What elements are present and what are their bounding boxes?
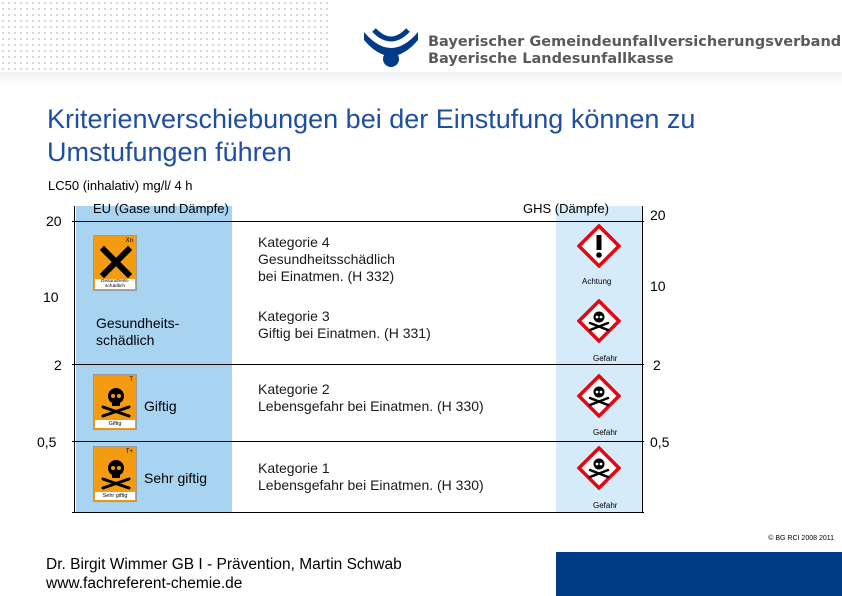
skull-crossbones-icon: [577, 299, 621, 343]
skull-crossbones-icon: [98, 383, 134, 419]
chart-subtitle: LC50 (inhalativ) mg/l/ 4 h: [48, 178, 193, 193]
threshold-line-2: [72, 364, 644, 365]
t-hazard-symbol: [93, 374, 137, 430]
right-axis: [642, 206, 643, 512]
copyright-note: © BG RCI 2008 2011: [768, 535, 834, 542]
left-tick-2: 2: [54, 357, 62, 373]
header-fade: [0, 72, 842, 86]
category-4-text: Gesundheitsschädlich bei Einatmen. (H 332): [258, 251, 395, 284]
eu-column-header: EU (Gase und Dämpfe): [93, 201, 229, 216]
xn-caption: Gesundheits- schädlich: [95, 279, 135, 289]
footer-website-link[interactable]: www.fachreferent-chemie.de: [46, 575, 243, 592]
category-2-text: Lebensgefahr bei Einatmen. (H 330): [258, 398, 484, 414]
slide-title: Kriterienverschiebungen bei der Einstufung können zu Umstufungen führen: [47, 104, 696, 167]
exclamation-mark-icon: [577, 224, 621, 268]
category-2-signal: Gefahr: [593, 428, 618, 437]
cross-icon: [98, 244, 134, 280]
category-3-name: Kategorie 3: [258, 308, 330, 324]
tplus-code: T+: [125, 449, 133, 455]
tplus-caption: Sehr giftig: [95, 492, 135, 500]
axis-bottom-line: [72, 512, 644, 513]
right-tick-10: 10: [650, 278, 666, 294]
category-4-name: Kategorie 4: [258, 234, 330, 250]
category-3-text: Giftig bei Einatmen. (H 331): [258, 325, 431, 341]
left-tick-10: 10: [43, 289, 59, 305]
footer-authors: Dr. Birgit Wimmer GB I - Prävention, Martin Schwab: [46, 556, 402, 573]
category-4-signal: Achtung: [582, 277, 612, 286]
category-2-name: Kategorie 2: [258, 381, 330, 397]
t-caption: Giftig: [95, 420, 135, 428]
organization-logo-icon: [362, 26, 420, 72]
category-1-text: Lebensgefahr bei Einatmen. (H 330): [258, 477, 484, 493]
category-3-signal: Gefahr: [593, 354, 618, 363]
eu-label-very-toxic: Sehr giftig: [144, 470, 208, 486]
tplus-hazard-symbol: [93, 446, 137, 502]
left-tick-0-5: 0,5: [37, 434, 57, 450]
right-tick-0-5: 0,5: [650, 434, 670, 450]
skull-crossbones-icon: [577, 374, 621, 418]
footer: [0, 552, 842, 596]
skull-crossbones-icon: [577, 446, 621, 490]
ghs-column-header: GHS (Dämpfe): [523, 201, 609, 216]
category-1-signal: Gefahr: [593, 501, 618, 510]
organization-name-line1: Bayerischer Gemeindeunfallversicherungsverband: [428, 34, 842, 50]
threshold-line-0-5: [72, 441, 644, 442]
left-tick-20: 20: [46, 213, 62, 229]
header-dot-pattern: [0, 0, 330, 72]
category-1-name: Kategorie 1: [258, 460, 330, 476]
eu-label-harmful: Gesundheits- schädlich: [96, 315, 180, 348]
t-code: T: [129, 377, 133, 383]
right-tick-2: 2: [653, 357, 661, 373]
skull-crossbones-icon: [98, 455, 134, 491]
right-tick-20: 20: [650, 207, 666, 223]
left-axis: [74, 206, 75, 512]
xn-code: Xn: [125, 238, 133, 244]
xn-hazard-symbol: [93, 235, 137, 291]
eu-label-toxic: Giftig: [144, 398, 177, 414]
threshold-line-20: [72, 221, 644, 222]
organization-name-line2: Bayerische Landesunfallkasse: [428, 51, 674, 67]
